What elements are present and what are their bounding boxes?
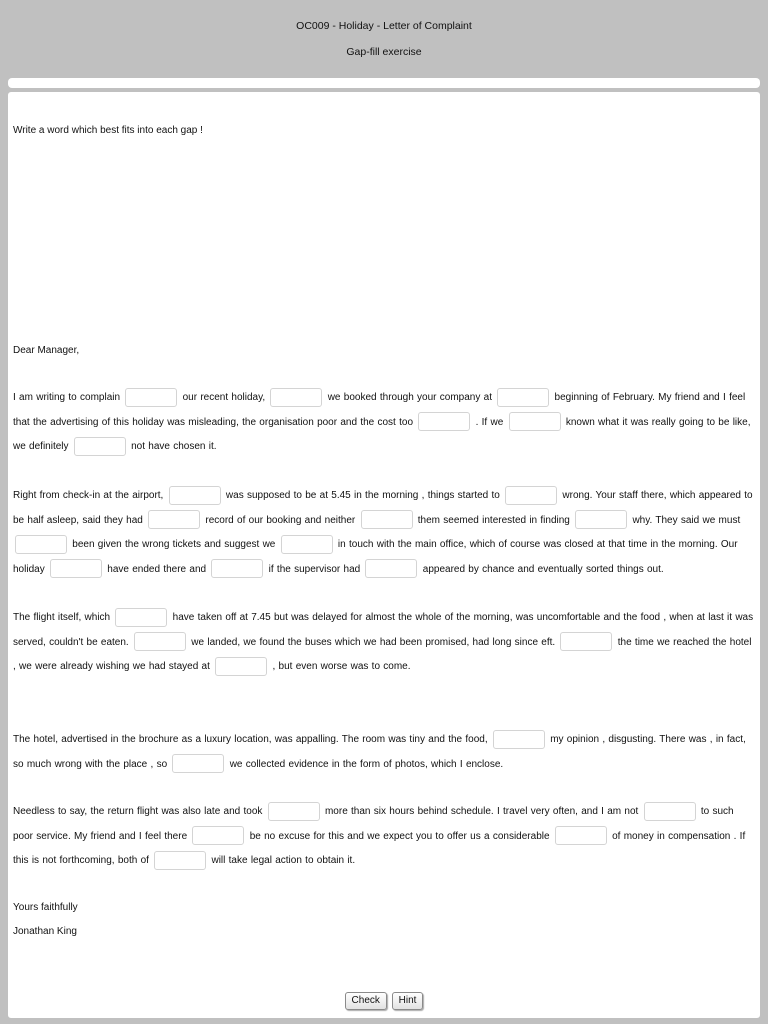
text-segment: appeared by chance and eventually sorted things out. [422,563,664,575]
text-segment: be no excuse for this and we expect you to offer us a considerable [249,830,550,842]
text-segment: . If we [475,416,504,428]
letter-paragraph-4 [13,728,755,777]
text-segment: them seemed interested in finding [417,514,570,526]
text-segment: , but even worse was to come. [272,661,411,672]
gap-input-9[interactable] [148,510,200,529]
letter-salutation: Dear Manager, [13,345,80,356]
exercise-panel [8,92,760,1018]
text-segment: more than six hours behind schedule. I travel very often, and I am not [324,806,639,817]
text-segment: why. They said we must [632,514,741,526]
gap-input-16[interactable] [365,559,417,578]
letter-paragraph-5 [13,800,755,874]
top-bar [8,78,760,88]
gap-input-1[interactable] [125,388,177,407]
text-segment: the time we reached the hotel , we were already wishing we had stayed at [13,636,752,672]
text-segment: to such poor service. My friend and I feel there [13,806,734,842]
hint-button[interactable]: Hint [392,992,424,1010]
text-segment: wrong. Your staff there, which appeared to be half asleep, said they had [13,490,753,526]
text-segment: been given the wrong tickets and suggest we [72,539,276,550]
exercise-header [0,0,768,78]
letter-paragraph-1 [13,386,755,460]
text-segment: we collected evidence in the form of photos, which I enclose. [229,758,504,770]
text-segment: of money in compensation . If this is not forthcoming, both of [13,830,746,866]
page-subtitle: Gap-fill exercise [346,46,422,58]
instruction-text: Write a word which best fits into each gap ! [13,125,203,136]
text-segment: my opinion , disgusting. There was , in fact, so much wrong with the place , so [13,734,746,770]
text-segment: The hotel, advertised in the brochure as a luxury location, was appalling. The room was tiny and the food, [13,734,488,745]
gap-input-18[interactable] [134,632,186,651]
letter-paragraph-2 [13,484,755,582]
text-segment: beginning of February. My friend and I feel that the advertising of this holiday was misleading, the organisation poor and the cost too [13,392,746,428]
text-segment: Needless to say, the return flight was also late and took [13,806,263,817]
text-segment: record of our booking and neither [205,514,356,526]
text-segment: was supposed to be at 5.45 in the morning , things started to [225,490,500,501]
text-segment: we booked through your company at [327,392,492,403]
text-segment: in touch with the main office, which of course was closed at that time in the morning. Our holiday [13,539,738,575]
text-segment: have ended there and [107,563,207,575]
gap-input-19[interactable] [560,632,612,651]
gap-input-11[interactable] [575,510,627,529]
gap-input-20[interactable] [215,657,267,676]
text-segment: Right from check-in at the airport, [13,490,164,501]
gap-input-13[interactable] [281,535,333,554]
page-title: OC009 - Holiday - Letter of Complaint [296,20,472,32]
button-row [8,992,760,1010]
text-segment: we landed, we found the buses which we had been promised, had long since eft. [191,636,556,648]
gap-input-5[interactable] [509,412,561,431]
gap-input-14[interactable] [50,559,102,578]
gap-input-23[interactable] [268,802,320,821]
text-segment: our recent holiday, [182,392,266,403]
letter-closing: Yours faithfully [13,902,78,913]
gap-input-25[interactable] [192,826,244,845]
gap-input-8[interactable] [505,486,557,505]
text-segment: known what it was really going to be like, we definitely [13,416,751,452]
text-segment: have taken off at 7.45 but was delayed for almost the whole of the morning, was uncomfortable and the food , when at last it was served, couldn't be eaten. [13,612,754,648]
text-segment: I am writing to complain [13,392,121,403]
text-segment: not have chosen it. [131,441,217,452]
gap-input-12[interactable] [15,535,67,554]
gap-input-4[interactable] [418,412,470,431]
gap-input-17[interactable] [115,608,167,627]
letter-signature: Jonathan King [13,926,77,937]
gap-input-24[interactable] [644,802,696,821]
gap-input-7[interactable] [169,486,221,505]
check-button[interactable]: Check [345,992,387,1010]
gap-input-10[interactable] [361,510,413,529]
text-segment: if the supervisor had [268,563,361,575]
letter-paragraph-3 [13,606,755,680]
gap-input-27[interactable] [154,851,206,870]
gap-input-6[interactable] [74,437,126,456]
gap-input-3[interactable] [497,388,549,407]
text-segment: The flight itself, which [13,612,111,623]
gap-input-26[interactable] [555,826,607,845]
gap-input-21[interactable] [493,730,545,749]
gap-input-2[interactable] [270,388,322,407]
gap-input-15[interactable] [211,559,263,578]
gap-input-22[interactable] [172,754,224,773]
text-segment: will take legal action to obtain it. [211,855,356,866]
